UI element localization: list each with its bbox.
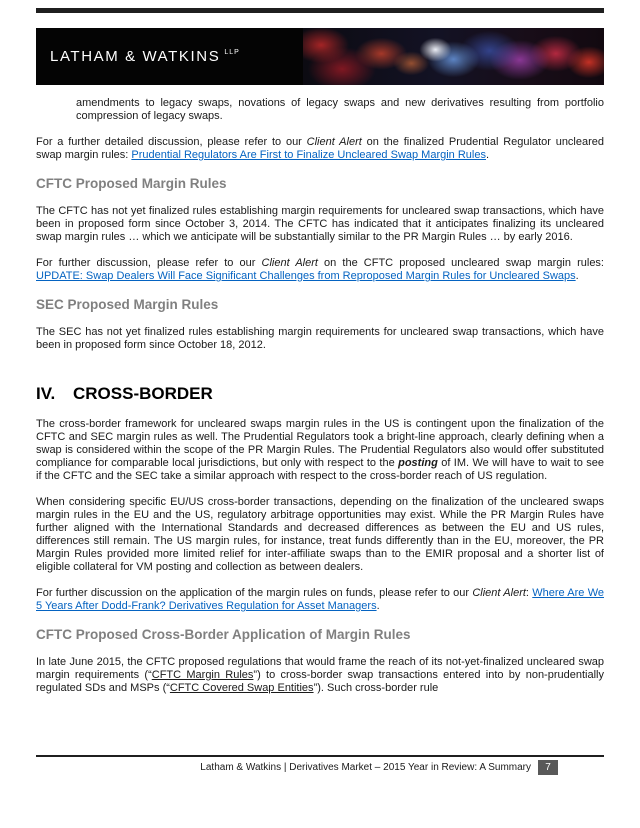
link-update-swap-dealers-challenges[interactable]: UPDATE: Swap Dealers Will Face Significant Challenges from Reproposed Margin Rules for Uncleared Swaps xyxy=(36,270,576,282)
heading-text: CROSS-BORDER xyxy=(73,384,213,403)
text-run: amendments to legacy swaps, novations of legacy swaps and new derivatives resulting from portfolio compression of legacy swaps. xyxy=(76,97,604,122)
text-run: . xyxy=(485,149,490,161)
paragraph-cross-border-framework xyxy=(36,418,604,483)
document-content xyxy=(36,97,604,695)
text-run: of IM. We will have to wait to see if the CFTC and the SEC take a similar approach with respect to the cross-border reach of US regulation. xyxy=(36,457,604,482)
text-run: The CFTC has not yet finalized rules establishing margin requirements for uncleared swap transactions, which have been in proposed form since October 3, 2014. The CFTC has indicated that it anticipates finalizing its uncleared swap margin rules … which we anticipate will be substantially similar to the PR Margin Rules … by early 2016. xyxy=(36,205,604,243)
paragraph-cftc-status xyxy=(36,205,604,244)
section-heading: SEC Proposed Margin Rules xyxy=(36,297,219,312)
paragraph-funds-client-alert xyxy=(36,587,604,613)
footer-title: Latham & Watkins | Derivatives Market – 2015 Year in Review: A Summary xyxy=(200,762,531,773)
text-run: In late June 2015, the CFTC proposed regulations that would frame the reach of its not-yet-finalized uncleared swap margin requirements (“ xyxy=(36,656,604,681)
text-run: ”) to cross-border swap transactions entered into by non-prudentially regulated SDs and MSPs (“ xyxy=(36,669,604,694)
text-run: . xyxy=(575,270,579,282)
link-where-are-we-5-years[interactable]: Where Are We 5 Years After Dodd-Frank? Derivatives Regulation for Asset Managers xyxy=(36,587,604,612)
paragraph-sec-status xyxy=(36,326,604,352)
banner-photo xyxy=(303,28,604,85)
paragraph-eu-us-transactions xyxy=(36,496,604,574)
text-run: The cross-border framework for uncleared swaps margin rules in the US is contingent upon the finalization of the CFTC and SEC margin rules as well. The Prudential Regulators took a bright-line approach, clearly defining when a swap is considered within the scope of the PR Margin Rules. The Prudential Regulators also would offer substituted compliance for comparable local jurisdictions, but only with respect to the xyxy=(36,418,604,469)
text-run: : xyxy=(525,587,533,599)
footer-row xyxy=(36,757,604,775)
defined-term-cftc-margin-rules: CFTC Margin Rules xyxy=(151,669,254,681)
text-run: on the CFTC proposed uncleared swap margin rules: xyxy=(317,257,604,269)
client-alert-label: Client Alert xyxy=(261,257,318,269)
posting-emphasis: posting xyxy=(398,457,438,469)
text-run: The SEC has not yet finalized rules establishing margin requirements for uncleared swap transactions, which have been in proposed form since October 18, 2012. xyxy=(36,326,604,351)
defined-term-cftc-covered-swap-entities: CFTC Covered Swap Entities xyxy=(169,682,314,694)
text-run: For further discussion on the application of the margin rules on funds, please refer to our xyxy=(36,587,473,599)
section-heading: CFTC Proposed Margin Rules xyxy=(36,176,227,191)
client-alert-label: Client Alert xyxy=(306,136,362,148)
client-alert-label: Client Alert xyxy=(472,587,526,599)
page-footer xyxy=(36,755,604,775)
paragraph-cftc-client-alert xyxy=(36,257,604,283)
logo-text: LATHAM & WATKINS xyxy=(50,48,221,65)
logo-suffix: LLP xyxy=(224,49,240,56)
link-prudential-regulators-first-to-finalize[interactable]: Prudential Regulators Are First to Finalize Uncleared Swap Margin Rules xyxy=(131,149,486,161)
firm-logo xyxy=(36,28,303,85)
section-heading: CFTC Proposed Cross-Border Application of Margin Rules xyxy=(36,627,411,642)
text-run: When considering specific EU/US cross-border transactions, depending on the finalization of the uncleared swaps margin rules in the EU and the US, regulatory arbitrage opportunities may exist. While the PR Margin Rules have further aligned with the International Standards and decreased differences as between the EU and US rules, differences still remain. The US margin rules, for instance, treat funds differently than in the EU, moreover, the PR Margin Rules provided more limited relief for inter-affiliate swaps than to the EMIR proposal and a shorter list of eligible collateral for VM posting and collection as between dealers. xyxy=(36,496,604,573)
text-run: ”). Such cross-border rule xyxy=(313,682,439,694)
text-run: . xyxy=(376,600,380,612)
major-heading xyxy=(36,384,604,404)
text-run: For further discussion, please refer to our xyxy=(36,257,262,269)
paragraph-pr-client-alert xyxy=(36,136,604,162)
continued-paragraph xyxy=(36,97,604,123)
heading-number: IV. xyxy=(36,384,56,403)
top-rule xyxy=(36,8,604,13)
paragraph-cftc-cross-border xyxy=(36,656,604,695)
page-number: 7 xyxy=(538,760,558,775)
text-run: For a further detailed discussion, please refer to our xyxy=(36,136,307,148)
text-run: on the finalized Prudential Regulator uncleared swap margin rules: xyxy=(36,136,605,161)
header-banner xyxy=(36,28,604,85)
